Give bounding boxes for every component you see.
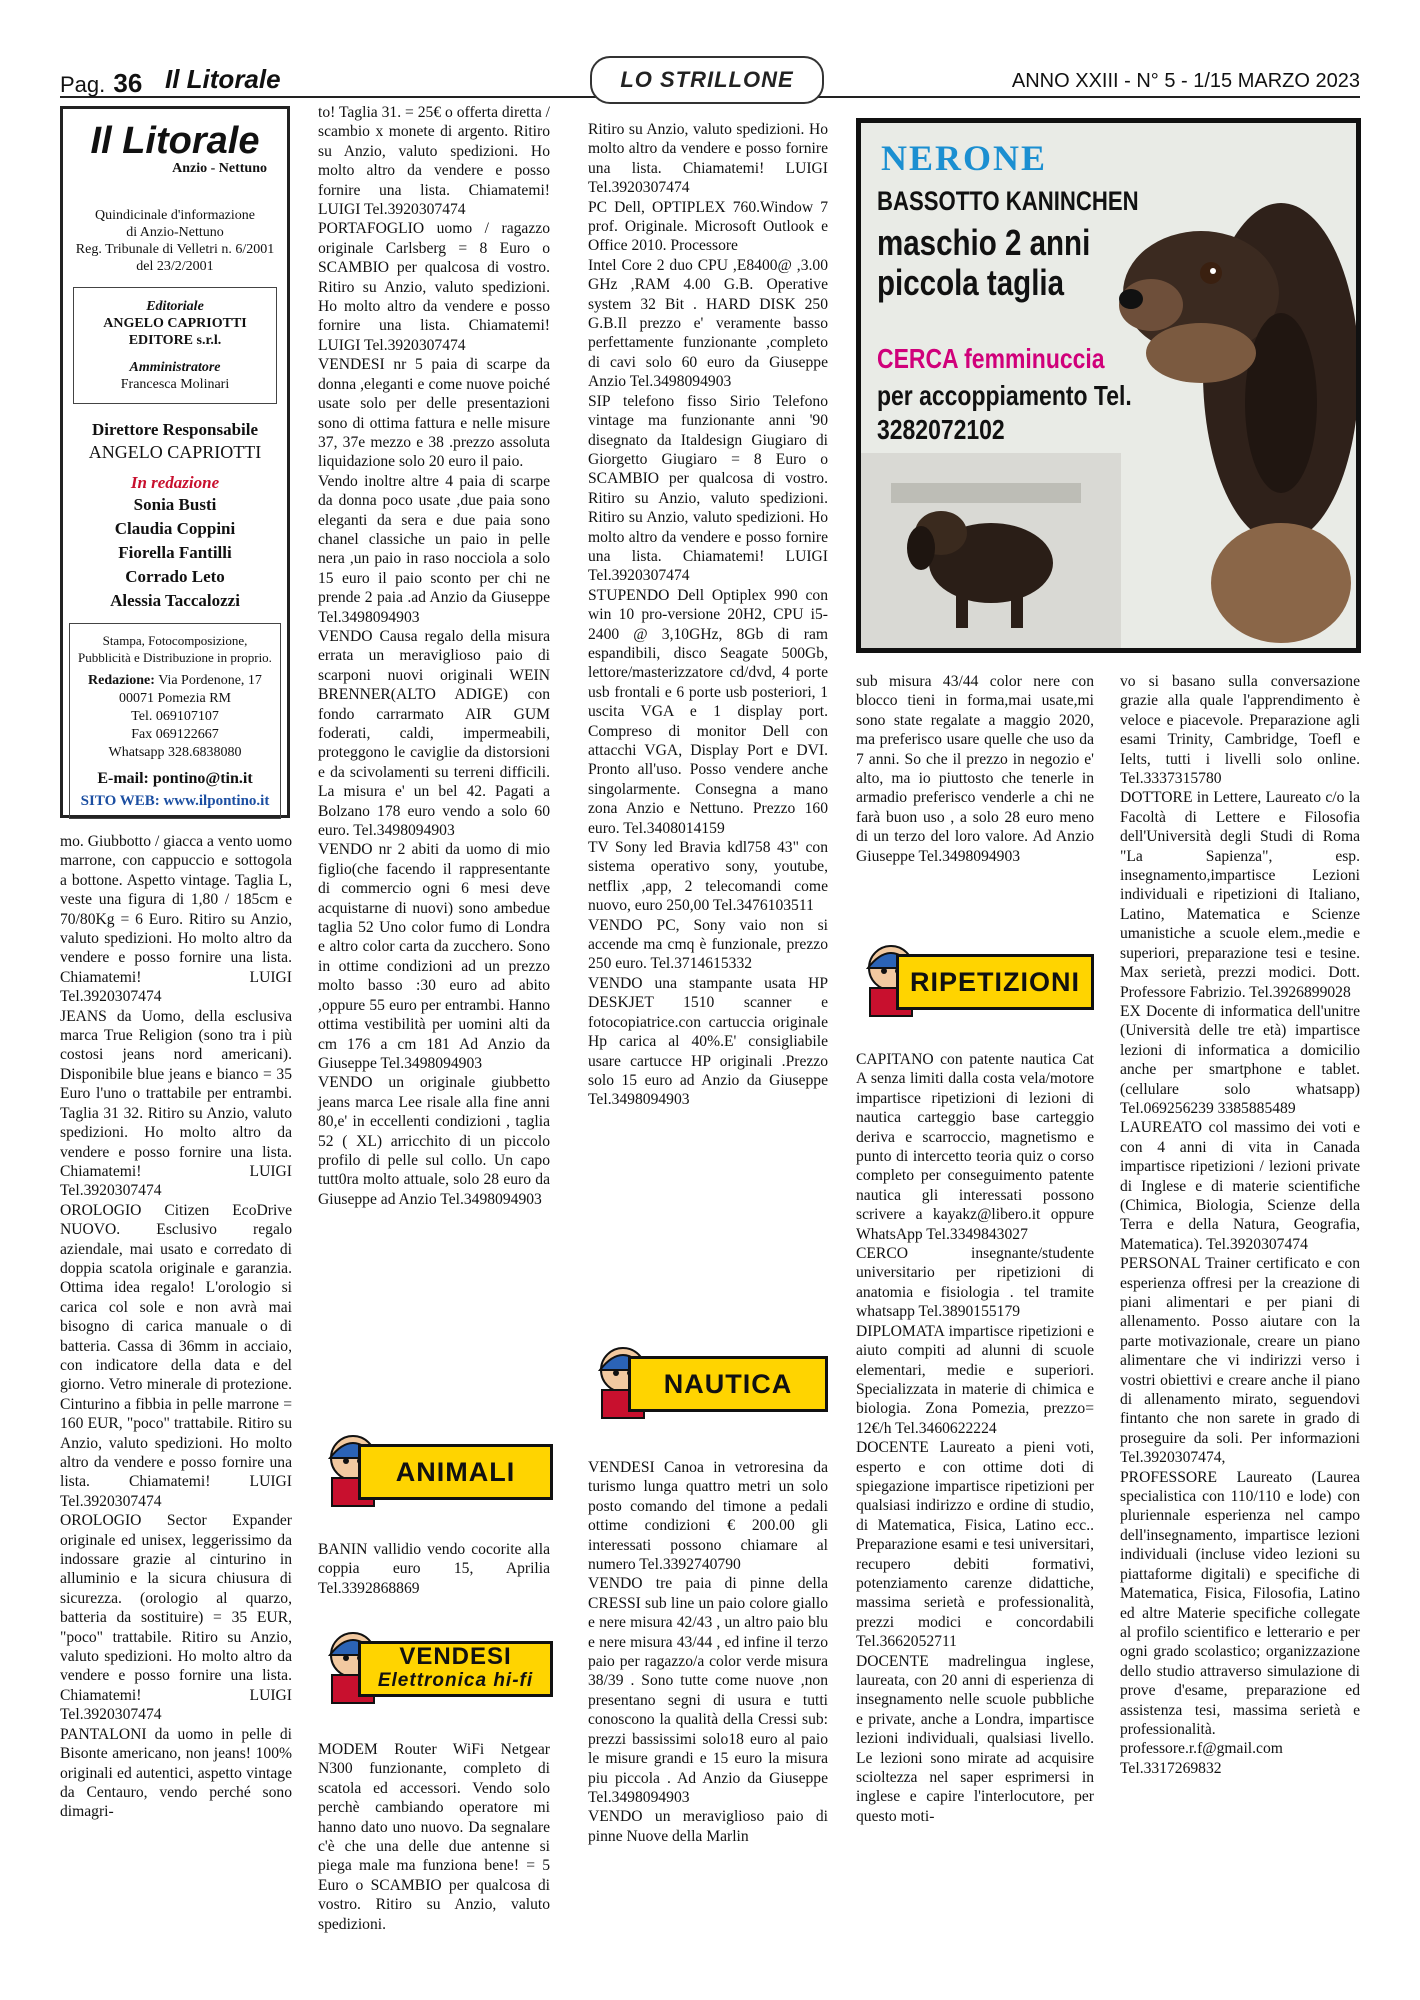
classified-ad: OROLOGIO Citizen EcoDrive NUOVO. Esclusivo regalo aziendale, mai usato e corredato di doppia scatola originale e garanzia. Ottima idea regalo! L'orologio si carica col sole e non avrà mai bisogno di carica manuale o di batteria. Cassa di 36mm in acciaio, con indicatore della data e del giorno. Vetro minerale di protezione. Cinturino a fibbia in pelle marrone = 160 EUR, "poco" trattabile. Ritiro su Anzio, valuto spedizioni. Ho molto altro da vendere e posso fornire una lista. Chiamatemi! LUIGI Tel.3920307474 [60,1201,292,1510]
classified-ad: EX Docente di informatica dell'unitre (Università delle tre età) impartisce lezioni di informatica a domicilio anche per smartphone e tablet.(cellulare solo whatsapp) Tel.069256239 3385885489 [1120,1002,1360,1117]
classified-ad: PANTALONI da uomo in pelle di Bisonte americano, non jeans! 100% originali ed autentici, aspetto vintage da Centauro, vendo perché sono dimagri- [60,1725,292,1821]
classified-ad: VENDO PC, Sony vaio non si accende ma cmq è funzionale, prezzo 250 euro. Tel.3714615332 [588,916,828,973]
banner-animali [318,1428,553,1510]
masthead-logo: Il Litorale [90,120,260,162]
column-5 [1120,672,1360,1778]
column-1 [60,832,292,1822]
ad-dog-name: NERONE [881,138,1048,178]
banner-nautica [588,1340,828,1422]
masthead-box [60,106,290,818]
strillone-logo: LO STRILLONE [590,56,824,104]
email-link[interactable]: E-mail: pontino@tin.it [97,770,253,787]
banner-ripetizioni-label: RIPETIZIONI [909,966,1080,997]
masthead-info: Quindicinale d'informazione di Anzio-Nettuno Reg. Tribunale di Velletri n. 6/2001 del 23/2/2001 [75,208,275,274]
column-2-animali [318,1540,550,1598]
classified-ad: mo. Giubbotto / giacca a vento uomo marrone, con cappuccio e sottogola a bottone. Aspetto vintage. Taglia L, veste una figura di 1,80 / 185cm e 70/80Kg = 6 Euro. Ritiro su Anzio, valuto spedizioni. Ho molto altro da vendere e posso fornire una lista. Chiamatemi! LUIGI Tel.3920307474 [60,833,292,1006]
classified-ad: SIP telefono fisso Sirio Telefono vintage ma funzionante anni '90 disegnato da Italdesign Giugiaro di Giorgetto Giugiaro = 8 Euro o SCAMBIO per qualcosa di vostro. Ritiro su Anzio, valuto spedizioni. Ritiro su Anzio, valuto spedizioni. Ho molto altro da vendere e posso fornire una lista. Chiamatemi! LUIGI Tel.3920307474 [588,392,828,585]
classified-ad: PROFESSORE Laureato (Laurea specialistica con 110/110 e lode) con pluriennale esperienza nel campo dell'insegnamento, impartisce lezioni individuali (incluse video lezioni su piattaforme digitali) e specifiche di Matematica, Fisica, Filosofia, Latino ed altre Materie specifiche collegate al profilo scientifico e letterario e per ogni grado scolastico; organizzazione dello studio attraverso simulazione di prove d'esame, preparazione ed assistenza tesi, massima serietà e professionalità. professore.r.f@gmail.com Tel.3317269832 [1120,1468,1360,1777]
ad-request: CERCA femminuccia [877,343,1105,374]
header-title: Il Litorale [165,64,281,94]
ad-contact: per accoppiamento Tel. 3282072102 [877,380,1132,445]
masthead-subtitle: Anzio - Nettuno [172,161,267,176]
classified-ad: BANIN vallidio vendo cocorite alla coppia euro 15, Aprilia Tel.3392868869 [318,1541,550,1597]
column-4-ripetizioni [856,1050,1094,1826]
nerone-ad [856,118,1361,653]
ad-breed: BASSOTTO KANINCHEN [877,186,1139,216]
classified-ad: VENDESI nr 5 paia di scarpe da donna ,eleganti e come nuove poiché usate solo per delle presentazioni sono di ottima fattura e nelle misure 37, 37e mezzo e 38 .prezzo assoluta liquidazione solo 20 euro il paio. [318,356,550,471]
banner-vendesi-label: VENDESI [399,1643,512,1670]
classified-ad: DOCENTE Laureato a pieni voti, esperto e con ottime doti di spiegazione impartisce ripetizioni per qualsiasi indirizzo e ordine di studio, di Matematica, Fisica, Latino ecc.. Preparazione esami e tesi universitari, recupero debiti formativi, potenziamento carenze didattiche, massima serietà e professionalità, prezzi modici e concordabili Tel.3662052711 [856,1439,1094,1651]
classified-ad: VENDESI Canoa in vetroresina da turismo lunga quattro metri un solo posto comando del timone a pedali ottime condizioni € 200.00 gli interessati possono chiamare al numero Tel.3392740790 [588,1459,828,1574]
website-link[interactable]: SITO WEB: www.ilpontino.it [80,793,270,809]
classified-ad: STUPENDO Dell Optiplex 990 con win 10 pro-versione 20H2, CPU i5-2400 @ 3,10GHz, 8Gb di ram espandibili, disco Seagate 500Gb, lettore/masterizzatore cd/dvd, 4 porte usb frontali e 6 porte usb posteriori, 1 uscita VGA e 1 display port. Compreso di monitor Dell con attacchi VGA, Display Port e DVI. Pronto all'uso. Posso vendere anche singolarmente. Consegna a mano zona Anzio e Nettuno. Prezzo 160 euro. Tel.3408014159 [588,586,828,837]
director: Direttore Responsabile ANGELO CAPRIOTTI [88,420,262,462]
banner-vendesi [318,1625,553,1707]
classified-ad: PORTAFOGLIO uomo / ragazzo originale Carlsberg = 8 Euro o SCAMBIO per qualcosa di vostro. Ritiro su Anzio, valuto spedizioni. Ho molto altro da vendere e posso fornire una lista. Chiamatemi! LUIGI Tel.3920307474 [318,220,550,354]
classified-ad: MODEM Router WiFi Netgear N300 funzionante, completo di scatola ed accessori. Vendo solo perchè cambiando operatore mi hanno dato uno nuovo. Da segnalare c'è che una delle due antenne si piega male ma funziona bene! = 5 Euro o SCAMBIO per qualcosa di vostro. Ritiro su Anzio, valuto spedizioni. [318,1741,550,1933]
classified-ad: VENDO una stampante usata HP DESKJET 1510 scanner e fotocopiatrice.con cartuccia originale Hp carica al 40%.E' consigliabile usare cartucce HP originali .Prezzo solo 15 euro ad Anzio da Giuseppe Tel.3498094903 [588,974,828,1109]
banner-animali-label: ANIMALI [395,1456,516,1487]
classified-ad: VENDO un meraviglioso paio di pinne Nuove della Marlin [588,1808,828,1845]
classified-ad: VENDO Causa regalo della misura errata un meraviglioso paio di scarponi nuovi originali WEIN BRENNER(ALTO ADIGE) con fondo carrarmato AIR GUM foderati, caldi, impermeabili, proteggono le caviglie da distorsioni e da scivolamenti su terreni difficili. La misura e' un bel 42. Pagati a Bolzano 178 euro vendo a solo 60 euro. Tel.3498094903 [318,627,550,840]
issue-info: ANNO XXIII - N° 5 - 1/15 MARZO 2023 [1011,70,1360,92]
redazione-names: Sonia Busti Claudia Coppini Fiorella Fantilli Corrado Leto Alessia Taccalozzi [110,495,240,610]
page-label: Pag. 36 [60,68,143,98]
classified-ad: CERCO insegnante/studente universitario per ripetizioni di anatomia e fisiologia . tel tramite whatsapp Tel.3890155179 [856,1245,1094,1321]
classified-ad: sub misura 43/44 color nere con blocco tieni in forma,mai usate,mi sono state regalate a maggio 2020, ma preferisco usare quelle che uso da 7 anni. So che il prezzo in negozio e' alto, ma io piuttosto che tenerle in armadio preferisco venderle a chi ne farà buon uso , a solo 28 euro meno di un terzo del loro valore. Ad Anzio Giuseppe Tel.3498094903 [856,673,1094,865]
column-3 [588,120,828,1110]
classified-ad: VENDO tre paia di pinne della CRESSI sub line un paio colore giallo e nere misura 42/43 , un altro paio blu e nere misura 43/44 , ed infine il terzo paio per ragazzo/a color verde misura 38/39 . Sono tutte come nuove ,non presentano segni di usura e tutti conoscono la qualità della Cressi sub: prezzi bassissimi solo18 euro al paio le misure grandi e 15 euro la misura piu piccola . Ad Anzio da Giuseppe Tel.3498094903 [588,1575,828,1806]
classified-ad: VENDO un originale giubbetto jeans marca Lee risale alla fine anni 80,e' in eccellenti condizioni , taglia 52 ( XL) arricchito di un piccolo profilo di pelle sul collo. Un capo tutt0ra molto attuale, solo 28 euro da Giuseppe ad Anzio Tel.3498094903 [318,1074,550,1208]
classified-ad: Vendo inoltre altre 4 paia di scarpe da donna poco usate ,due paia sono eleganti da sera e due paia sono chanel classiche un paio in pelle nera ,un paio in raso nocciola a solo 15 euro il paio sconto per chi ne prende 2 paia .ad Anzio da Giuseppe Tel.3498094903 [318,472,550,626]
column-4 [856,672,1094,866]
banner-ripetizioni [856,938,1094,1020]
ad-details: maschio 2 anni piccola taglia [877,222,1091,303]
contact-box: Stampa, Fotocomposizione, Pubblicità e Distribuzione in proprio. Redazione: Via Pordenone, 17 00071 Pomezia RM Tel. 069107107 Fax 069122667 Whatsapp 328.6838080 E-mail: pontino@tin.it SITO WEB: www.ilpontino.it [69,623,281,819]
banner-nautica-label: NAUTICA [663,1368,793,1399]
classified-ad: DOCENTE madrelingua inglese, laureata, con 20 anni di esperienza di insegnamento nelle scuole pubbliche e private, anche a Londra, impartisce lezioni individuali, qualsiasi livello. Le lezioni sono mirate ad acquisire scioltezza nel saper esprimersi in inglese e capire l'interlocutore, per questo moti- [856,1652,1094,1825]
classified-ad: LAUREATO col massimo dei voti e con 4 anni di vita in Canada impartisce ripetizioni / lezioni private di Inglese e di materie scientifiche (Chimica, Biologia, Scienze della Terra e della Natura, Geografia, Matematica). Tel.3920307474 [1120,1119,1360,1253]
banner-vendesi-sublabel: Elettronica hi-fi [377,1670,534,1691]
classified-ad: JEANS da Uomo, della esclusiva marca True Religion (sono tra i più costosi jeans nord americani). Disponibile blue jeans e bianco = 35 Euro l'uno o trattabile per entrambi. Taglia 31 32. Ritiro su Anzio, valuto spedizioni. Ho molto altro da vendere e posso fornire una lista. Chiamatemi! LUIGI Tel.3920307474 [60,1007,292,1200]
classified-ad: DIPLOMATA impartisce ripetizioni e aiuto compiti ad alunni di scuole elementari, medie e superiori. Specializzata in materie di chimica e biologia. Zona Pomezia, prezzo= 12€/h Tel.3460622224 [856,1322,1094,1437]
classified-ad: Ritiro su Anzio, valuto spedizioni. Ho molto altro da vendere e posso fornire una lista. Chiamatemi! LUIGI Tel.3920307474 [588,121,828,197]
classified-ad: OROLOGIO Sector Expander originale ed unisex, leggerissimo da indossare grazie al cinturino in alluminio e la sicura chiusura di sicurezza. (orologio al quarzo, batteria da sostituire) = 35 EUR, "poco" trattabile. Ritiro su Anzio, valuto spedizioni. Ho molto altro da vendere e posso fornire una lista. Chiamatemi! LUIGI Tel.3920307474 [60,1512,292,1724]
classified-ad: CAPITANO con patente nautica Cat A senza limiti dalla costa vela/motore impartisce ripetizioni di lezioni di nautica carteggio base carteggio deriva e scarroccio, magnetismo e punto di intercetto teoria quiz o corso completo per conseguimento patente nautica gli interessati possono scrivere a kayakz@libero.it oppure WhatsApp Tel.3349843027 [856,1051,1094,1243]
classified-ad: DOTTORE in Lettere, Laureato c/o la Facoltà di Lettere e Filosofia dell'Università degli Studi di Roma "La Sapienza", esp. insegnamento,impartisce Lezioni individuali e ripetizioni di Italiano, Latino, Matematica e Scienze umanistiche a scuole elem.,medie e superiori, preparazione tesi e tesine. Max serietà, prezzi modici. Dott. Professore Fabrizio. Tel.3926899028 [1120,789,1360,1001]
column-2 [318,103,550,1209]
redazione-label: In redazione [130,473,220,492]
classified-ad: PC Dell, OPTIPLEX 760.Window 7 prof. Originale. Microsoft Outlook e Office 2010. Processore [588,198,828,255]
classified-ad: VENDO nr 2 abiti da uomo di mio figlio(che facendo il rappresentante di commercio ogni 6 mesi deve acquistarne di nuovi) sono ambedue taglia 52 Uno color fumo di Londra e altro color carta da zucchero. Sono in ottime condizioni ad un prezzo molto basso :30 euro ad abito ,oppure 55 euro per entrambi. Hanno ottima vestibilità per uomini alti da cm 176 a cm 181 Ad Anzio da Giuseppe Tel.3498094903 [318,841,550,1072]
editorial-box: Editoriale ANGELO CAPRIOTTI EDITORE s.r.l. Amministratore Francesca Molinari [73,287,277,404]
column-3-nautica [588,1458,828,1846]
classified-ad: TV Sony led Bravia kdl758 43" con sistema operativo sony, youtube, netflix ,app, 2 telecomandi come nuovo, euro 250,00 Tel.3476103511 [588,839,828,915]
classified-ad: Intel Core 2 duo CPU ,E8400@ ,3.00 GHz ,RAM 4.00 G.B. Operative system 32 Bit . HARD DISK 250 G.B.Il prezzo e' veramente basso perfettamente funzionante ,completo di cavi solo 60 euro da Giuseppe Anzio Tel.3498094903 [588,256,828,391]
classified-ad: to! Taglia 31. = 25€ o offerta diretta / scambio x monete di argento. Ritiro su Anzio, valuto spedizioni. Ho molto altro da vendere e posso fornire una lista. Chiamatemi! LUIGI Tel.3920307474 [318,104,550,219]
page-number: 36 [113,68,143,98]
classified-ad: vo si basano sulla conversazione grazie alla quale l'apprendimento è veloce e piacevole. Preparazione agli esami Trinity, Cambridge, Toefl e Ielts, tutti i livelli solo online. Tel.3337315780 [1120,673,1360,788]
classified-ad: PERSONAL Trainer certificato e con esperienza offresi per la creazione di piani alimentari e per piani di allenamento. Posso aiutare con la parte motivazionale, creare un piano alimentare che vi indirizzi verso i vostri obiettivi e creare anche il piano di allenamento mirato, seguendovi fintanto che non sarete in grado di proseguire da soli. Per informazioni Tel.3920307474, [1120,1255,1360,1467]
column-2-elettronica [318,1740,550,1934]
